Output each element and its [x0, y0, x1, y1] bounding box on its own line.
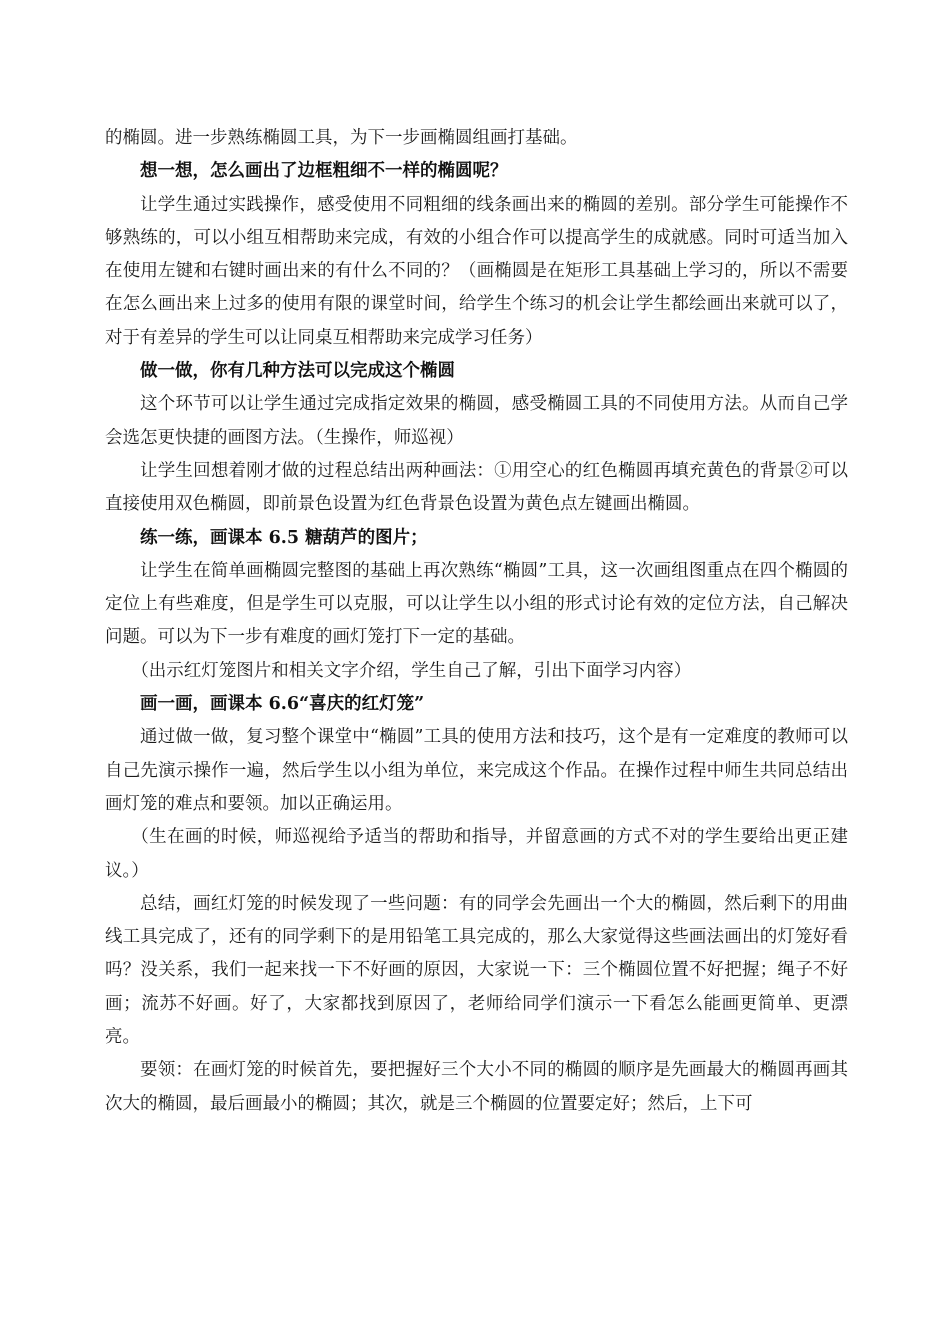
paragraph-practice-ellipse: 让学生通过实践操作，感受使用不同粗细的线条画出来的椭圆的差别。部分学生可能操作不够熟练的，可以小组互相帮助来完成，有效的小组合作可以提高学生的成就感。同时可适当加入在使用左键和右键时画出来的有什么不同的？（画椭圆是在矩形工具基础上学习的，所以不需要在怎么画出来上过多的使用有限的课堂时间，给学生个练习的机会让学生都绘画出来就可以了，对于有差异的学生可以让同桌互相帮助来完成学习任务） [105, 194, 848, 348]
paragraph-key-points: 要领：在画灯笼的时候首先，要把握好三个大小不同的椭圆的顺序是先画最大的椭圆再画其次大的椭圆，最后画最小的椭圆；其次，就是三个椭圆的位置要定好；然后，上下可 [105, 1060, 848, 1114]
paragraph-candied-haws: 让学生在简单画椭圆完整图的基础上再次熟练“椭圆”工具，这一次画组图重点在四个椭圆的定位上有些难度，但是学生可以克服，可以让学生以小组的形式讨论有效的定位方法，自己解决问题。可以为下一步有难度的画灯笼打下一定的基础。 [105, 560, 848, 648]
paragraph-methods: 这个环节可以让学生通过完成指定效果的椭圆，感受椭圆工具的不同使用方法。从而自己学会选怎更快捷的画图方法。（生操作，师巡视） [105, 394, 848, 448]
paragraph-lantern-task: 通过做一做，复习整个课堂中“椭圆”工具的使用方法和技巧，这个是有一定难度的教师可以自己先演示操作一遍，然后学生以小组为单位，来完成这个作品。在操作过程中师生共同总结出画灯笼的难点和要领。加以正确运用。 [105, 727, 848, 814]
paragraph-lantern-intro: （出示红灯笼图片和相关文字介绍，学生自己了解，引出下面学习内容） [131, 660, 692, 681]
section-heading-draw: 画一画，画课本 6.6“喜庆的红灯笼” [140, 694, 425, 715]
paragraph-summary: 总结，画红灯笼的时候发现了一些问题：有的同学会先画出一个大的椭圆，然后剩下的用曲线工具完成了，还有的同学剩下的是用铅笔工具完成的，那么大家觉得这些画法画出的灯笼好看吗？没关系，我们一起来找一下不好画的原因，大家说一下：三个椭圆位置不好把握；绳子不好画；流苏不好画。好了，大家都找到原因了，老师给同学们演示一下看怎么能画更简单、更漂亮。 [105, 893, 848, 1048]
paragraph-two-methods: 让学生回想着刚才做的过程总结出两种画法：①用空心的红色椭圆再填充黄色的背景②可以直接使用双色椭圆，即前景色设置为红色背景色设置为黄色点左键画出椭圆。 [105, 460, 848, 515]
document-page [105, 122, 848, 1121]
section-heading-practice: 练一练，画课本 6.5 糖葫芦的图片； [140, 527, 428, 548]
section-heading-think: 想一想，怎么画出了边框粗细不一样的椭圆呢？ [140, 161, 508, 182]
paragraph-teacher-guidance: （生在画的时候，师巡视给予适当的帮助和指导，并留意画的方式不对的学生要给出更正建议。） [105, 827, 848, 881]
paragraph-continuation: 的椭圆。进一步熟练椭圆工具，为下一步画椭圆组画打基础。 [105, 128, 578, 148]
section-heading-do: 做一做，你有几种方法可以完成这个椭圆 [140, 361, 455, 382]
